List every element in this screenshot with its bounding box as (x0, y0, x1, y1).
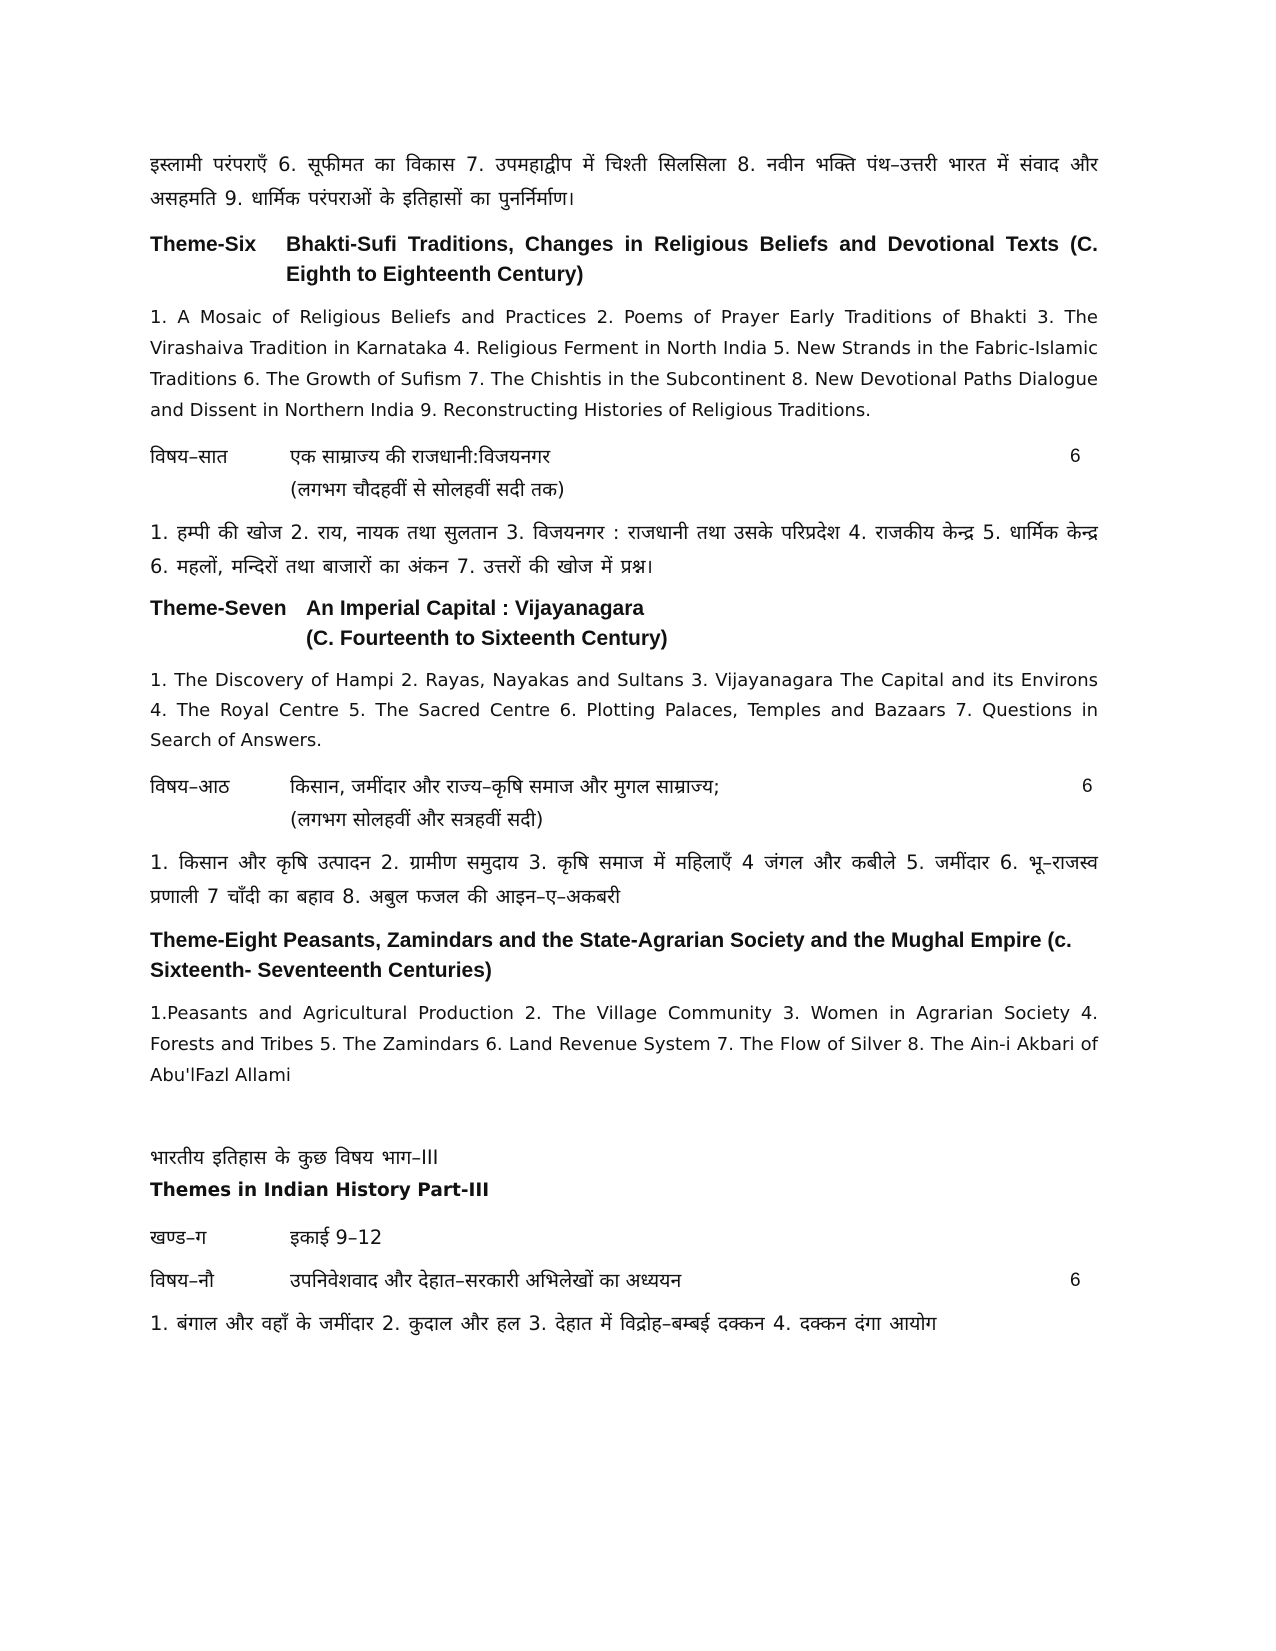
syllabus-page (150, 148, 1098, 1341)
intro-hindi-paragraph: इस्लामी परंपराएँ 6. सूफीमत का विकास 7. उपमहाद्वीप में चिश्ती सिलसिला 8. नवीन भक्ति पंथ–उत्तरी भारत में संवाद और असहमति 9. धार्मिक परंपराओं के इतिहासों का पुनर्निर्माण। (150, 153, 1098, 210)
vishay-saat-content: 1. हम्पी की खोज 2. राय, नायक तथा सुलतान 3. विजयनगर : राजधानी तथा उसके परिप्रदेश 4. राजकीय केन्द्र 5. धार्मिक केन्द्र 6. महलों, मन्दिरों तथा बाजारों का अंकन 7. उत्तरों की खोज में प्रश्न। (150, 521, 1098, 578)
vishay-nau-heading (150, 1264, 1098, 1297)
vishay-saat-title (290, 440, 1098, 506)
vishay-aath-content: 1. किसान और कृषि उत्पादन 2. ग्रामीण समुदाय 3. कृषि समाज में महिलाएँ 4 जंगल और कबीले 5. जमींदार 6. भू–राजस्व प्रणाली 7 चाँदी का बहाव 8. अबुल फजल की आइन–ए–अकबरी (150, 851, 1098, 908)
theme-six-title: Bhakti-Sufi Traditions, Changes in Religious Beliefs and Devotional Texts (C. Eighth to Eighteenth Century) (286, 233, 1098, 286)
vishay-saat-marks: 6 (1070, 446, 1081, 467)
theme-eight-heading (150, 926, 1098, 986)
vishay-nau-label: विषय–नौ (150, 1269, 215, 1292)
theme-seven-content: 1. The Discovery of Hampi 2. Rayas, Nayakas and Sultans 3. Vijayanagara The Capital and its Environs 4. The Royal Centre 5. The Sacred Centre 6. Plotting Palaces, Temples and Bazaars 7. Questions in Search of Answers. (150, 670, 1098, 751)
theme-eight-title: Peasants, Zamindars and the State-Agrarian Society and the Mughal Empire (c. Sixteenth- Seventeenth Centuries) (150, 929, 1072, 982)
vishay-saat-heading (150, 440, 1098, 506)
khand-ga-row (150, 1221, 1098, 1254)
theme-six-content: 1. A Mosaic of Religious Beliefs and Practices 2. Poems of Prayer Early Traditions of Bhakti 3. The Virashaiva Tradition in Karnataka 4. Religious Ferment in North India 5. New Strands in the Fabric-Islamic Traditions 6. The Growth of Sufism 7. The Chishtis in the Subcontinent 8. New Devotional Paths Dialogue and Dissent in Northern India 9. Reconstructing Histories of Religious Traditions. (150, 307, 1098, 421)
theme-seven-label: Theme-Seven (150, 597, 287, 620)
vishay-aath-marks: 6 (1082, 776, 1093, 797)
vishay-nau-content: 1. बंगाल और वहाँ के जमींदार 2. कुदाल और हल 3. देहात में विद्रोह–बम्बई दक्कन 4. दक्कन दंगा आयोग (150, 1312, 937, 1335)
part-three-hindi-title-text: भारतीय इतिहास के कुछ विषय भाग–III (150, 1146, 439, 1169)
theme-seven-title (306, 594, 1098, 654)
vishay-aath-title-line2: (लगभग सोलहवीं और सत्रहवीं सदी) (290, 808, 544, 831)
vishay-aath-title (290, 770, 1098, 836)
vishay-aath-heading (150, 770, 1098, 836)
theme-six-label: Theme-Six (150, 233, 257, 256)
vishay-saat-title-line2: (लगभग चौदहवीं से सोलहवीं सदी तक) (290, 478, 565, 501)
theme-six-heading (150, 230, 1098, 290)
vishay-nau-title: उपनिवेशवाद और देहात–सरकारी अभिलेखों का अध्ययन (290, 1269, 682, 1292)
vishay-saat-label: विषय–सात (150, 445, 228, 468)
part-three-english-title: Themes in Indian History Part-III (150, 1180, 490, 1201)
theme-eight-content: 1.Peasants and Agricultural Production 2. The Village Community 3. Women in Agrarian Society 4. Forests and Tribes 5. The Zamindars 6. Land Revenue System 7. The Flow of Silver 8. The Ain-i Akbari of Abu'lFazl Allami (150, 1003, 1098, 1086)
theme-eight-label: Theme-Eight (150, 929, 278, 952)
vishay-saat-title-line1: एक साम्राज्य की राजधानी:विजयनगर (290, 445, 551, 468)
khand-ga-label: खण्ड–ग (150, 1226, 207, 1249)
part-three-hindi-title (150, 1141, 1098, 1175)
vishay-nau-marks: 6 (1070, 1270, 1081, 1291)
vishay-aath-title-line1: किसान, जमींदार और राज्य–कृषि समाज और मुगल साम्राज्य; (290, 775, 720, 798)
theme-seven-title-line1: An Imperial Capital : Vijayanagara (306, 597, 645, 620)
theme-seven-title-line2: (C. Fourteenth to Sixteenth Century) (306, 627, 668, 650)
vishay-aath-label: विषय–आठ (150, 775, 230, 798)
khand-ga-value: इकाई 9–12 (290, 1226, 383, 1249)
theme-seven-heading (150, 594, 1098, 654)
